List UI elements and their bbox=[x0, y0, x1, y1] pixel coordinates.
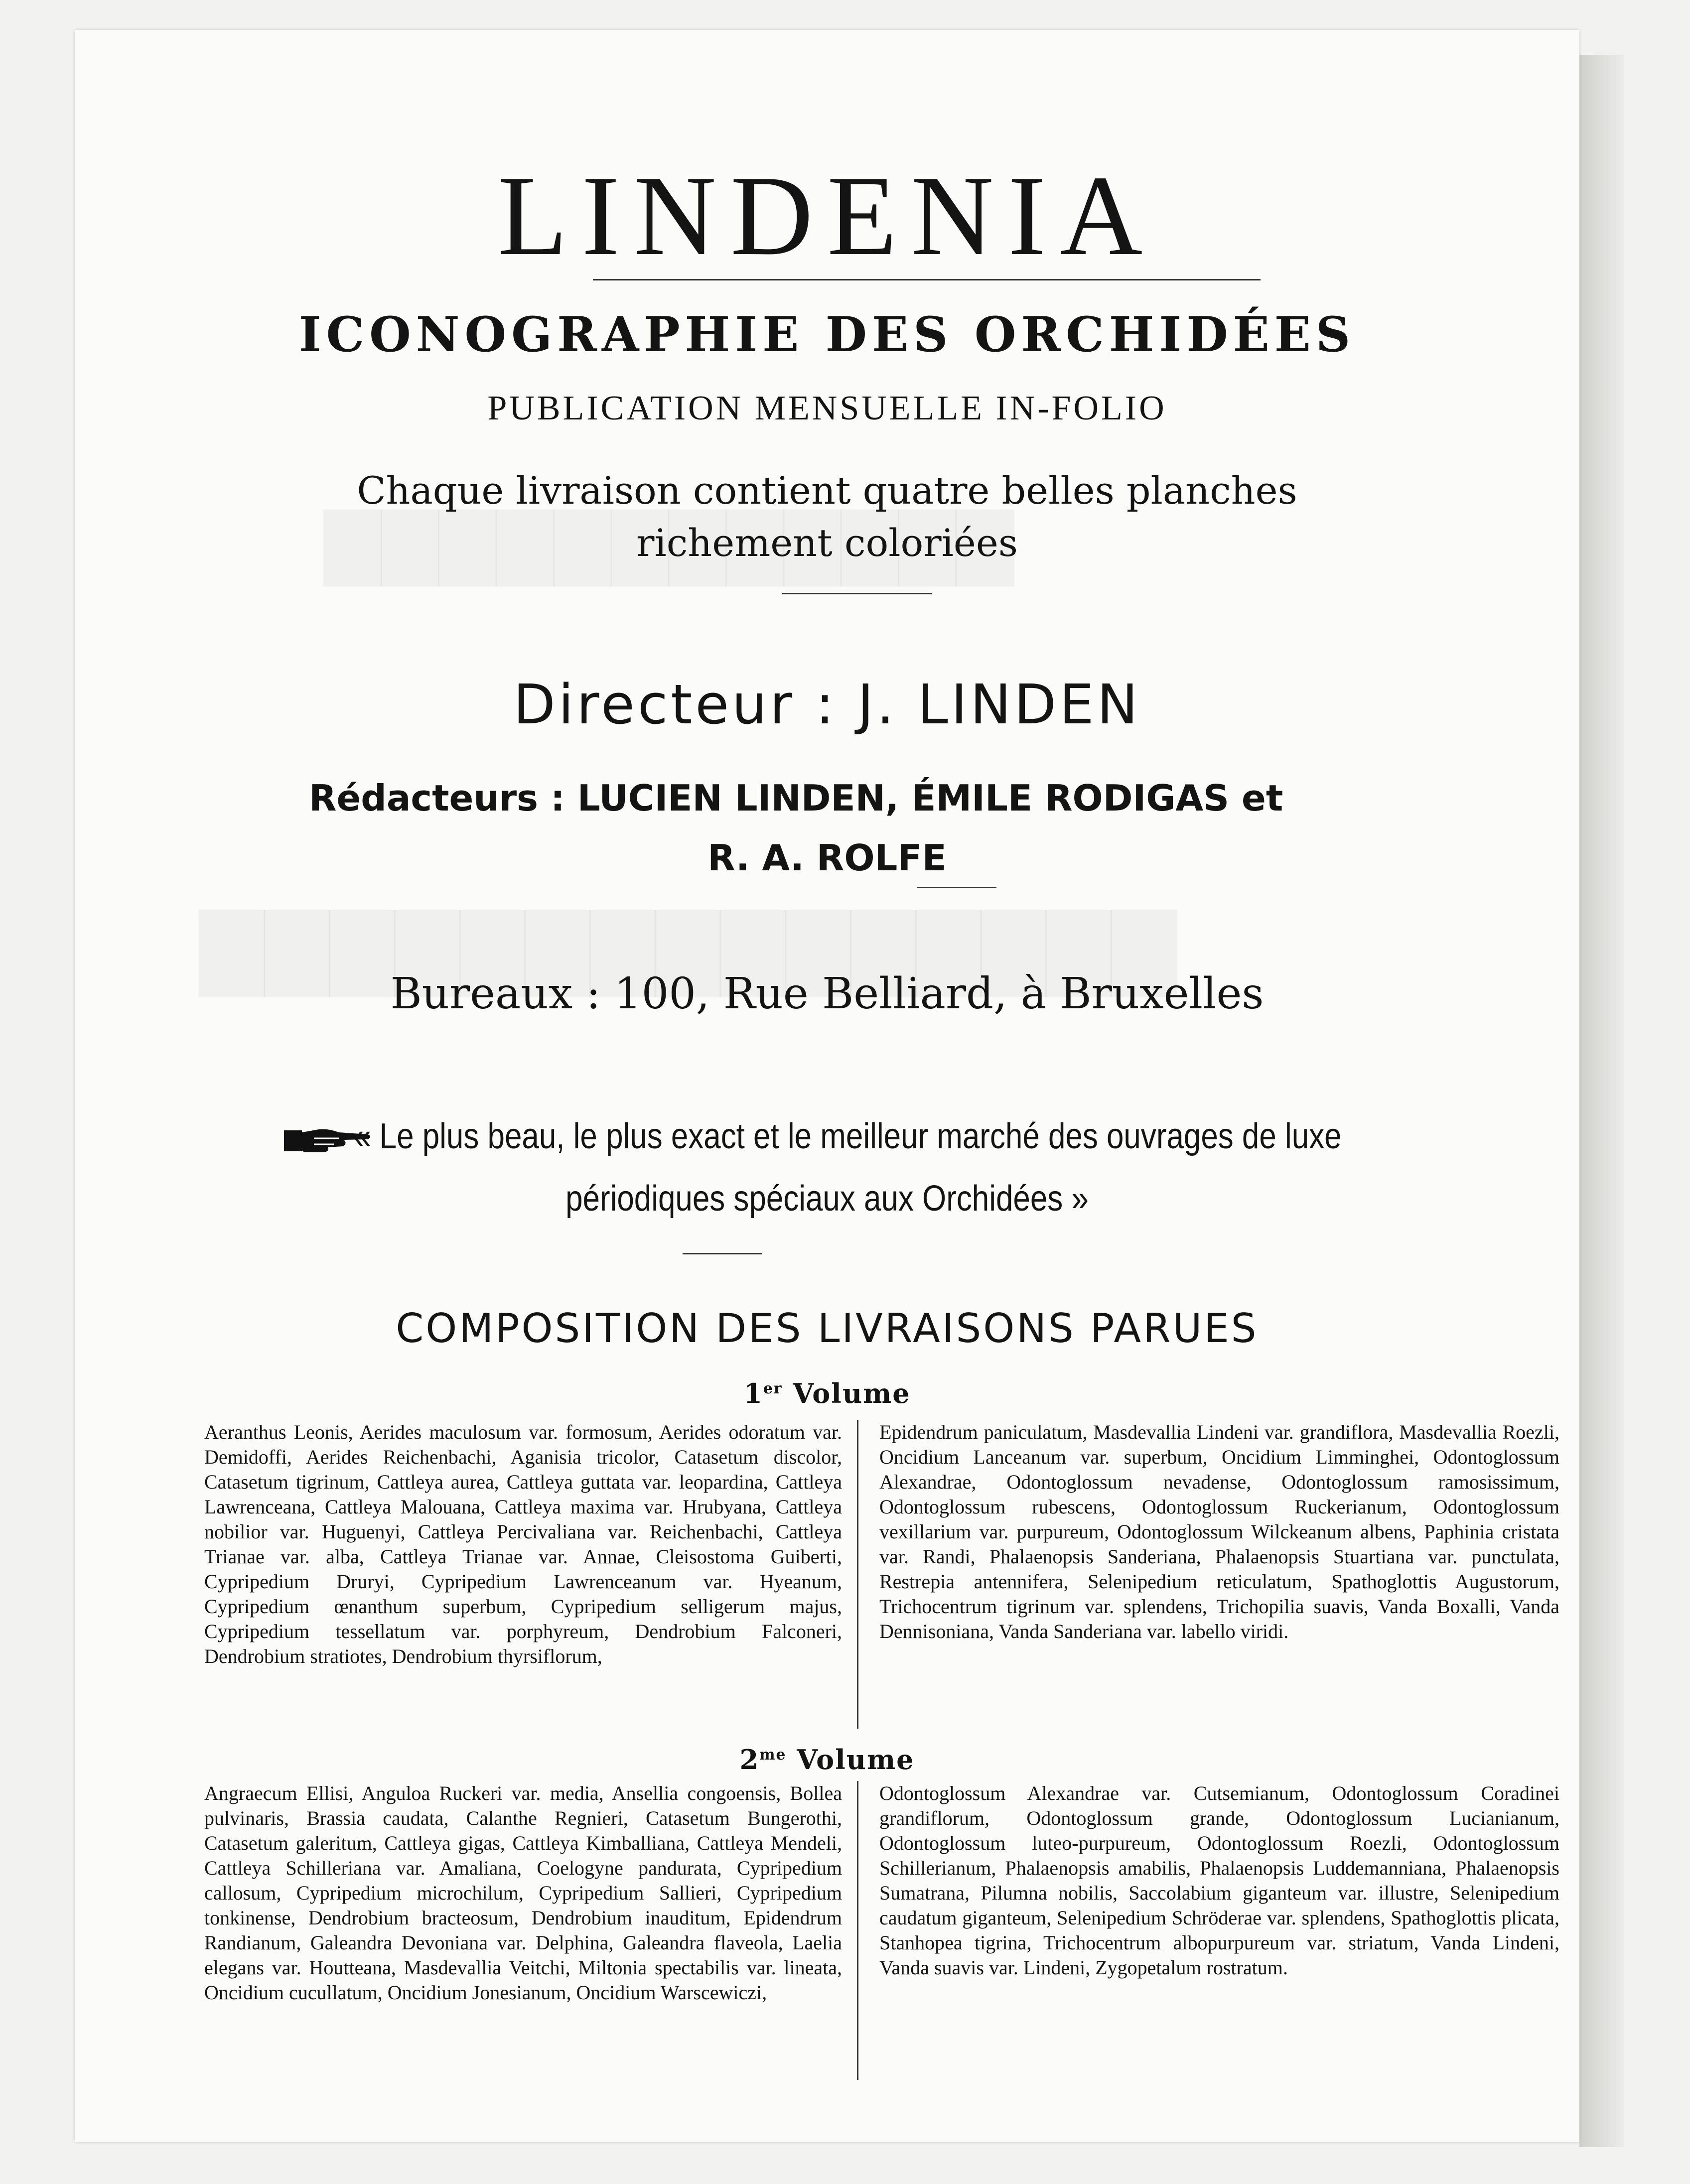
page-edge-shadow bbox=[1579, 55, 1624, 2147]
volume-2-left-column: Angraecum Ellisi, Anguloa Ruckeri var. media, Ansellia congoensis, Bollea pulvinaris, Brassia caudata, Calanthe Regnieri, Catasetum Bungerothi, Catasetum galeritum, Cattleya gigas, Cattleya Kimballiana, Cattleya Mendeli, Cattleya Schilleriana var. Amaliana, Coelogyne pandurata, Cypripedium callosum, Cypripedium microchilum, Cypripedium Sallieri, Cypripedium tonkinense, Dendrobium bracteosum, Dendrobium inauditum, Epidendrum Randianum, Galeandra Devoniana var. Delphina, Galeandra flaveola, Laelia elegans var. Houtteana, Masdevallia Veitchi, Miltonia spectabilis var. lineata, Oncidium cucullatum, Oncidium Jonesianum, Oncidium Warscewiczi, bbox=[204, 1782, 842, 2004]
volume-1-right-column: Epidendrum paniculatum, Masdevallia Lindeni var. grandiflora, Masdevallia Roezli, Oncidium Lanceanum var. superbum, Oncidium Limminghei, Odontoglossum Alexandrae, Odontoglossum nevadense, Odontoglossum ramosissimum, Odontoglossum rubescens, Odontoglossum Ruckerianum, Odontoglossum vexillarium var. purpureum, Odontoglossum Wilckeanum albens, Paphinia cristata var. Randi, Phalaenopsis Sanderiana, Phalaenopsis Stuartiana var. punctulata, Restrepia antennifera, Selenipedium reticulatum, Spathoglottis Augustorum, Trichocentrum tigrinum var. splendens, Trichopilia suavis, Vanda Boxalli, Vanda Dennisoniana, Vanda Sanderiana var. labello viridi. bbox=[879, 1421, 1559, 1642]
column-divider bbox=[857, 1420, 858, 1729]
title-rule bbox=[593, 279, 1261, 280]
director-line: Directeur : J. LINDEN bbox=[513, 673, 1141, 736]
volume-ordinal: er bbox=[763, 1380, 783, 1397]
quote-line-2: périodiques spéciaux aux Orchidées » bbox=[565, 1179, 1089, 1219]
volume-number: 2 bbox=[739, 1744, 760, 1775]
section-rule bbox=[782, 593, 932, 594]
editors-line-1: Rédacteurs : LUCIEN LINDEN, ÉMILE RODIGAS et bbox=[309, 777, 1283, 819]
volume-2-right-column: Odontoglossum Alexandrae var. Cutsemianum, Odontoglossum Coradinei grandiflorum, Odontoglossum grande, Odontoglossum Lucianianum, Odontoglossum luteo-purpureum, Odontoglossum Roezli, Odontoglossum Schillerianum, Phalaenopsis amabilis, Phalaenopsis Luddemanniana, Phalaenopsis Sumatrana, Pilumna nobilis, Saccolabium giganteum var. illustre, Selenipedium caudatum giganteum, Selenipedium Schröderae var. splendens, Spathoglottis plicata, Stanhopea tigrina, Trichocentrum albopurpureum var. striatum, Vanda Lindeni, Vanda suavis var. Lindeni, Zygopetalum rostratum. bbox=[879, 1782, 1559, 1979]
journal-title: LINDENIA bbox=[497, 152, 1157, 279]
volume-1-heading bbox=[75, 1377, 1579, 1409]
section-rule bbox=[917, 887, 996, 888]
content-description-line-1: Chaque livraison contient quatre belles planches bbox=[357, 468, 1297, 513]
volume-2-heading bbox=[75, 1744, 1579, 1775]
volume-ordinal: me bbox=[759, 1746, 787, 1764]
journal-subtitle: ICONOGRAPHIE DES ORCHIDÉES bbox=[298, 306, 1356, 363]
content-description-line-2: richement coloriées bbox=[636, 521, 1018, 565]
office-address: Bureaux : 100, Rue Belliard, à Bruxelles bbox=[390, 969, 1264, 1019]
volume-word: Volume bbox=[797, 1744, 915, 1775]
section-rule bbox=[683, 1253, 762, 1254]
composition-heading: COMPOSITION DES LIVRAISONS PARUES bbox=[396, 1305, 1259, 1352]
column-divider bbox=[857, 1781, 858, 2080]
quote-line-1: « Le plus beau, le plus exact et le meilleur marché des ouvrages de luxe bbox=[354, 1116, 1342, 1156]
editors-line-2: R. A. ROLFE bbox=[707, 837, 947, 879]
volume-number: 1 bbox=[743, 1377, 763, 1409]
document-page bbox=[75, 30, 1579, 2142]
volume-word: Volume bbox=[793, 1377, 911, 1409]
publication-format: PUBLICATION MENSUELLE IN-FOLIO bbox=[487, 389, 1167, 427]
volume-1-left-column: Aeranthus Leonis, Aerides maculosum var. formosum, Aerides odoratum var. Demidoffi, Aerides Reichenbachi, Aganisia tricolor, Catasetum discolor, Catasetum tigrinum, Cattleya aurea, Cattleya guttata var. leopardina, Cattleya Lawrenceana, Cattleya Malouana, Cattleya maxima var. Hrubyana, Cattleya nobilior var. Huguenyi, Cattleya Percivaliana var. Reichenbachi, Cattleya Trianae var. alba, Cattleya Trianae var. Annae, Cleisostoma Guiberti, Cypripedium Druryi, Cypripedium Lawrenceanum var. Hyeanum, Cypripedium œnanthum superbum, Cypripedium selligerum majus, Cypripedium tessellatum var. porphyreum, Dendrobium Falconeri, Dendrobium stratiotes, Dendrobium thyrsiflorum, bbox=[204, 1421, 842, 1667]
